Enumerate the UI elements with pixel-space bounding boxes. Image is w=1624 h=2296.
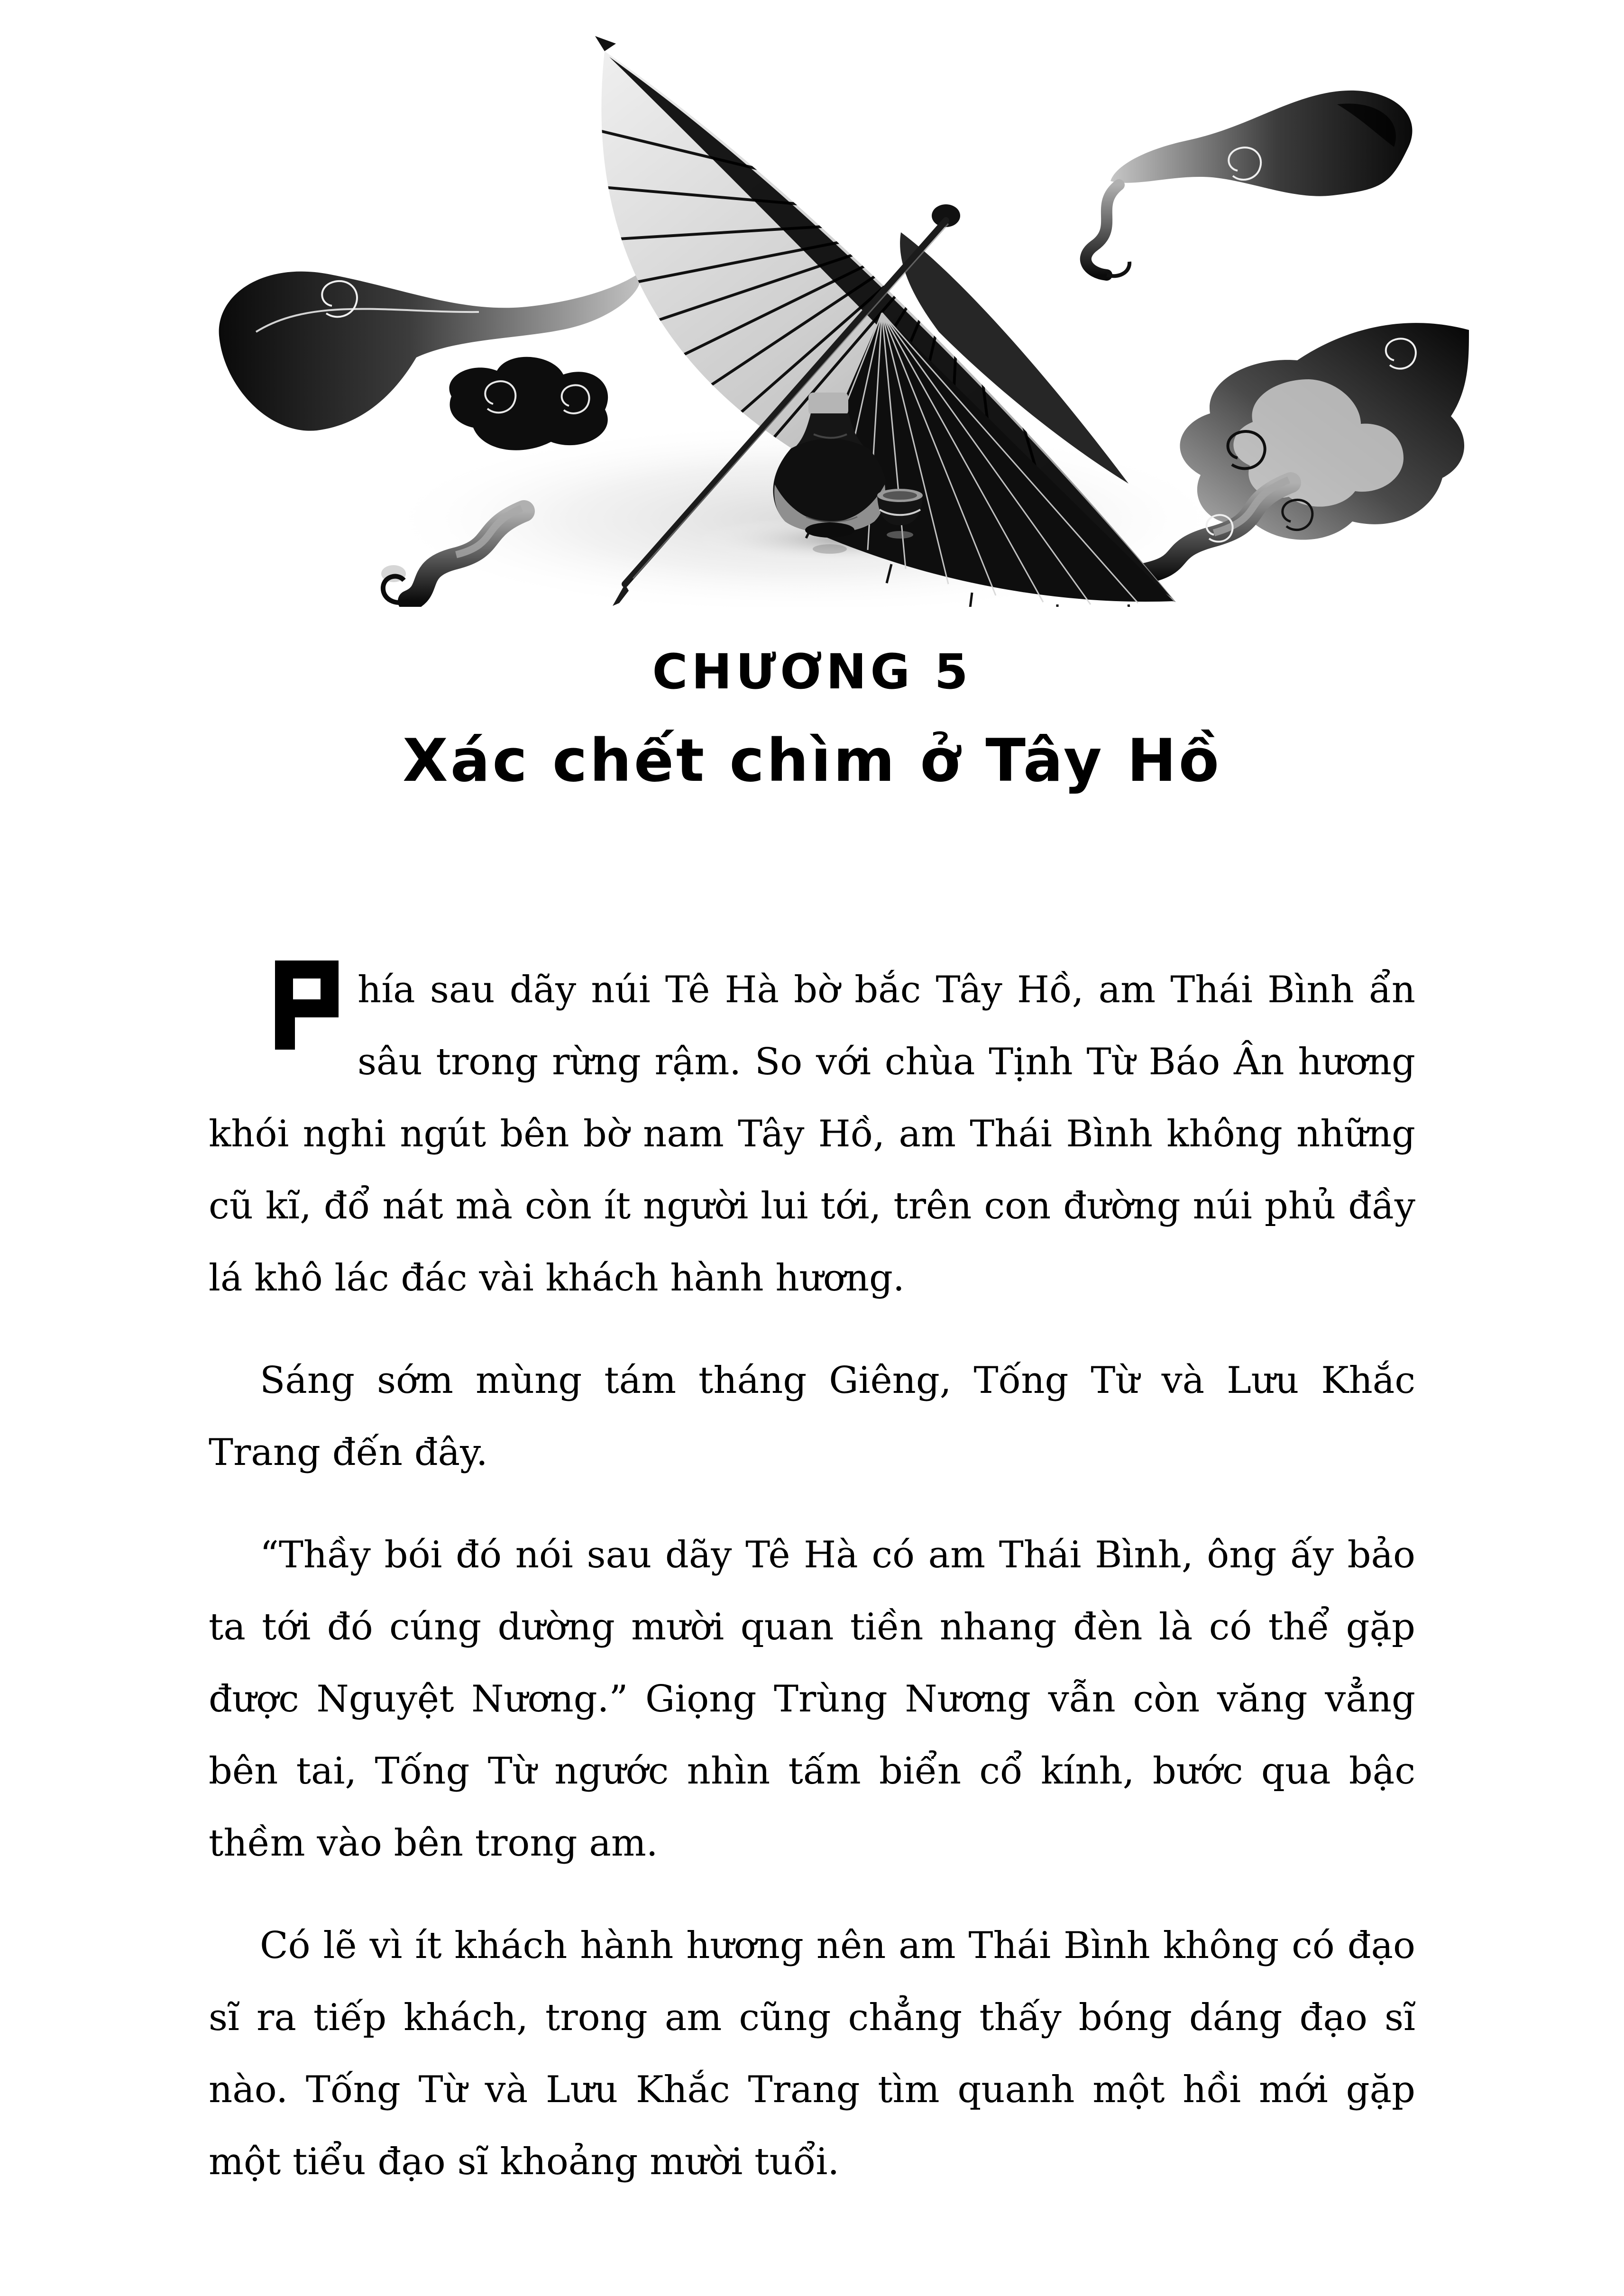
body-paragraph — [209, 1345, 1415, 1489]
smoke-swirl-top-right — [1086, 91, 1413, 276]
smoke-swirl-right — [1180, 323, 1469, 540]
body-text — [209, 954, 1415, 2228]
paragraph-text: hía sau dãy núi Tê Hà bờ bắc Tây Hồ, am Thái Bình ẩn sâu trong rừng rậm. So với chùa Tịnh Từ Báo Ân hương khói nghi ngút bên bờ nam Tây Hồ, am Thái Bình không những cũ kĩ, đổ nát mà còn ít người lui tới, trên con đường núi phủ đầy lá khô lác đác vài khách hành hương. — [209, 969, 1415, 1299]
body-paragraph — [209, 954, 1415, 1314]
body-paragraph — [209, 1519, 1415, 1879]
chapter-label: CHƯƠNG 5 — [652, 644, 972, 700]
drop-cap — [275, 960, 338, 1070]
drop-cap-bowl — [275, 960, 339, 1017]
body-paragraph — [209, 1910, 1415, 2198]
paragraph-text: “Thầy bói đó nói sau dãy Tê Hà có am Thái Bình, ông ấy bảo ta tới đó cúng dường mười quan tiền nhang đèn là có thể gặp được Nguyệt Nương.” Giọng Trùng Nương vẫn còn văng vẳng bên tai, Tống Từ ngước nhìn tấm biển cổ kính, bước qua bậc thềm vào bên trong am. — [209, 1534, 1415, 1865]
chapter-title: Xác chết chìm ở Tây Hồ — [403, 727, 1221, 795]
chapter-illustration — [190, 28, 1470, 607]
paragraph-text: Sáng sớm mùng tám tháng Giêng, Tống Từ và Lưu Khắc Trang đến đây. — [209, 1359, 1415, 1474]
smoke-swirl-left — [219, 272, 641, 450]
ink-umbrella-scene — [190, 28, 1470, 607]
paragraph-text: Có lẽ vì ít khách hành hương nên am Thái Bình không có đạo sĩ ra tiếp khách, trong am cũng chẳng thấy bóng dáng đạo sĩ nào. Tống Từ và Lưu Khắc Trang tìm quanh một hồi mới gặp một tiểu đạo sĩ khoảng mười tuổi. — [209, 1924, 1415, 2183]
